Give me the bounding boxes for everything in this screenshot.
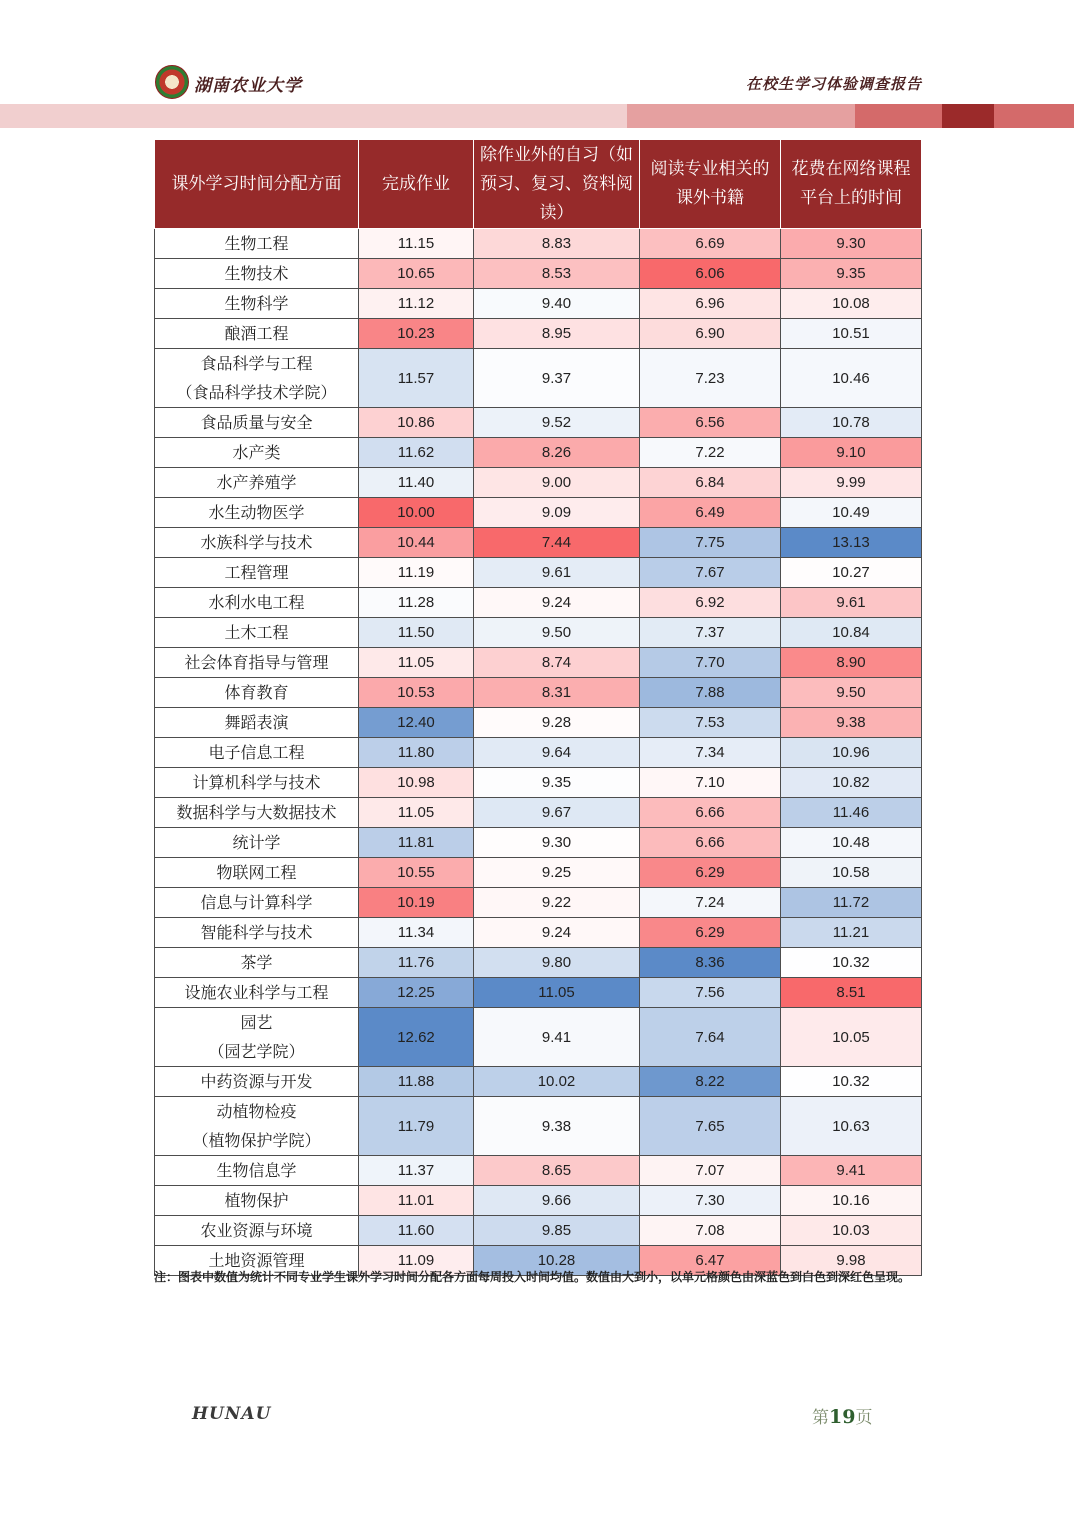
value-cell: 10.58 [781, 858, 922, 888]
table-header-row [155, 140, 922, 229]
value-cell: 7.56 [640, 978, 781, 1008]
value-cell: 10.84 [781, 618, 922, 648]
value-cell: 9.22 [474, 888, 640, 918]
table-row [155, 678, 922, 708]
major-name-cell: 植物保护 [155, 1186, 359, 1216]
value-cell: 11.72 [781, 888, 922, 918]
value-cell: 10.55 [359, 858, 474, 888]
value-cell: 10.65 [359, 259, 474, 289]
major-name-cell: 生物工程 [155, 229, 359, 259]
value-cell: 11.19 [359, 558, 474, 588]
value-cell: 10.00 [359, 498, 474, 528]
value-cell: 9.24 [474, 588, 640, 618]
major-name-cell: 舞蹈表演 [155, 708, 359, 738]
header-band [0, 104, 627, 128]
major-name-cell: 信息与计算科学 [155, 888, 359, 918]
value-cell: 7.37 [640, 618, 781, 648]
value-cell: 8.90 [781, 648, 922, 678]
major-name-cell: 统计学 [155, 828, 359, 858]
major-name-cell: 中药资源与开发 [155, 1067, 359, 1097]
value-cell: 11.15 [359, 229, 474, 259]
table-row [155, 289, 922, 319]
table-row [155, 588, 922, 618]
value-cell: 9.28 [474, 708, 640, 738]
value-cell: 11.05 [359, 798, 474, 828]
major-name-cell: 生物技术 [155, 259, 359, 289]
header-band [627, 104, 855, 128]
table-note: 注：图表中数值为统计不同专业学生课外学习时间分配各方面每周投入时间均值。数值由大到小，以单元格颜色由深蓝色到白色到深红色呈现。 [154, 1270, 911, 1284]
table-row [155, 498, 922, 528]
major-name-cell: 水族科学与技术 [155, 528, 359, 558]
table-row [155, 768, 922, 798]
value-cell: 7.67 [640, 558, 781, 588]
value-cell: 12.62 [359, 1008, 474, 1067]
value-cell: 10.32 [781, 1067, 922, 1097]
major-name-cell: 茶学 [155, 948, 359, 978]
value-cell: 6.06 [640, 259, 781, 289]
value-cell: 10.08 [781, 289, 922, 319]
value-cell: 10.53 [359, 678, 474, 708]
value-cell: 10.86 [359, 408, 474, 438]
value-cell: 7.08 [640, 1216, 781, 1246]
value-cell: 11.50 [359, 618, 474, 648]
value-cell: 9.09 [474, 498, 640, 528]
value-cell: 10.78 [781, 408, 922, 438]
value-cell: 11.28 [359, 588, 474, 618]
major-name-cell: 食品质量与安全 [155, 408, 359, 438]
value-cell: 9.41 [781, 1156, 922, 1186]
value-cell: 10.03 [781, 1216, 922, 1246]
value-cell: 9.64 [474, 738, 640, 768]
major-name-cell: 水产类 [155, 438, 359, 468]
value-cell: 6.92 [640, 588, 781, 618]
report-title: 在校生学习体验调查报告 [745, 75, 922, 93]
value-cell: 10.51 [781, 319, 922, 349]
table-row [155, 828, 922, 858]
page-number [812, 1403, 872, 1428]
table-row [155, 229, 922, 259]
value-cell: 9.00 [474, 468, 640, 498]
value-cell: 7.44 [474, 528, 640, 558]
value-cell: 10.05 [781, 1008, 922, 1067]
value-cell: 7.88 [640, 678, 781, 708]
value-cell: 9.35 [781, 259, 922, 289]
value-cell: 11.62 [359, 438, 474, 468]
header-band [942, 104, 994, 128]
value-cell: 10.02 [474, 1067, 640, 1097]
value-cell: 7.53 [640, 708, 781, 738]
value-cell: 9.24 [474, 918, 640, 948]
table-row [155, 259, 922, 289]
table-row [155, 708, 922, 738]
value-cell: 11.60 [359, 1216, 474, 1246]
value-cell: 8.51 [781, 978, 922, 1008]
table-row [155, 858, 922, 888]
value-cell: 9.50 [474, 618, 640, 648]
value-cell: 9.52 [474, 408, 640, 438]
value-cell: 10.19 [359, 888, 474, 918]
table-row [155, 918, 922, 948]
table-row [155, 948, 922, 978]
value-cell: 9.30 [474, 828, 640, 858]
major-name-cell: 工程管理 [155, 558, 359, 588]
value-cell: 11.37 [359, 1156, 474, 1186]
value-cell: 9.85 [474, 1216, 640, 1246]
value-cell: 8.36 [640, 948, 781, 978]
value-cell: 10.63 [781, 1097, 922, 1156]
table-row [155, 319, 922, 349]
value-cell: 11.81 [359, 828, 474, 858]
value-cell: 11.21 [781, 918, 922, 948]
value-cell: 7.75 [640, 528, 781, 558]
value-cell: 10.49 [781, 498, 922, 528]
page-suffix: 页 [855, 1408, 873, 1428]
major-name-cell: 酿酒工程 [155, 319, 359, 349]
major-name-cell: 计算机科学与技术 [155, 768, 359, 798]
table-row [155, 1186, 922, 1216]
value-cell: 7.24 [640, 888, 781, 918]
value-cell: 9.66 [474, 1186, 640, 1216]
column-header-homework: 完成作业 [359, 140, 474, 229]
table-row [155, 1216, 922, 1246]
table-row [155, 1156, 922, 1186]
column-header-category: 课外学习时间分配方面 [155, 140, 359, 229]
major-name-cell: 土木工程 [155, 618, 359, 648]
value-cell: 6.29 [640, 918, 781, 948]
value-cell: 11.57 [359, 349, 474, 408]
value-cell: 11.12 [359, 289, 474, 319]
value-cell: 6.66 [640, 828, 781, 858]
major-name-cell: 数据科学与大数据技术 [155, 798, 359, 828]
value-cell: 12.25 [359, 978, 474, 1008]
value-cell: 9.38 [474, 1097, 640, 1156]
value-cell: 6.69 [640, 229, 781, 259]
header-band [994, 104, 1074, 128]
major-name-cell: 农业资源与环境 [155, 1216, 359, 1246]
major-name-cell: 生物科学 [155, 289, 359, 319]
value-cell: 8.65 [474, 1156, 640, 1186]
page-header [0, 0, 1074, 130]
value-cell: 10.98 [359, 768, 474, 798]
major-name-cell: 动植物检疫 （植物保护学院） [155, 1097, 359, 1156]
value-cell: 9.35 [474, 768, 640, 798]
value-cell: 6.84 [640, 468, 781, 498]
value-cell: 11.01 [359, 1186, 474, 1216]
table-row [155, 558, 922, 588]
table-row [155, 349, 922, 408]
value-cell: 13.13 [781, 528, 922, 558]
school-name: 湖南农业大学 [194, 76, 302, 96]
column-header-online: 花费在网络课程平台上的时间 [781, 140, 922, 229]
footer-logo: HUNAU [192, 1404, 272, 1424]
value-cell: 9.25 [474, 858, 640, 888]
value-cell: 9.40 [474, 289, 640, 319]
table-row [155, 438, 922, 468]
value-cell: 7.65 [640, 1097, 781, 1156]
value-cell: 8.26 [474, 438, 640, 468]
major-name-cell: 园艺 （园艺学院） [155, 1008, 359, 1067]
value-cell: 12.40 [359, 708, 474, 738]
value-cell: 11.88 [359, 1067, 474, 1097]
value-cell: 11.34 [359, 918, 474, 948]
value-cell: 11.05 [474, 978, 640, 1008]
value-cell: 7.23 [640, 349, 781, 408]
value-cell: 11.40 [359, 468, 474, 498]
value-cell: 9.10 [781, 438, 922, 468]
value-cell: 10.44 [359, 528, 474, 558]
major-name-cell: 智能科学与技术 [155, 918, 359, 948]
major-name-cell: 水生动物医学 [155, 498, 359, 528]
value-cell: 8.83 [474, 229, 640, 259]
page-number-value: 19 [829, 1406, 856, 1428]
header-band [855, 104, 942, 128]
value-cell: 11.79 [359, 1097, 474, 1156]
value-cell: 11.46 [781, 798, 922, 828]
value-cell: 8.22 [640, 1067, 781, 1097]
table-row [155, 468, 922, 498]
value-cell: 6.66 [640, 798, 781, 828]
value-cell: 11.05 [359, 648, 474, 678]
university-logo [155, 65, 189, 99]
table-row [155, 528, 922, 558]
major-name-cell: 社会体育指导与管理 [155, 648, 359, 678]
value-cell: 7.10 [640, 768, 781, 798]
table-row [155, 1067, 922, 1097]
value-cell: 9.61 [474, 558, 640, 588]
value-cell: 11.76 [359, 948, 474, 978]
value-cell: 11.09 [359, 1246, 474, 1276]
value-cell: 7.07 [640, 1156, 781, 1186]
major-name-cell: 水利水电工程 [155, 588, 359, 618]
study-time-table [154, 139, 922, 1276]
value-cell: 7.22 [640, 438, 781, 468]
major-name-cell: 物联网工程 [155, 858, 359, 888]
value-cell: 6.90 [640, 319, 781, 349]
value-cell: 6.49 [640, 498, 781, 528]
value-cell: 9.38 [781, 708, 922, 738]
major-name-cell: 土地资源管理 [155, 1246, 359, 1276]
value-cell: 8.95 [474, 319, 640, 349]
major-name-cell: 设施农业科学与工程 [155, 978, 359, 1008]
major-name-cell: 水产养殖学 [155, 468, 359, 498]
value-cell: 9.99 [781, 468, 922, 498]
value-cell: 10.48 [781, 828, 922, 858]
value-cell: 7.64 [640, 1008, 781, 1067]
value-cell: 10.46 [781, 349, 922, 408]
value-cell: 7.30 [640, 1186, 781, 1216]
value-cell: 8.74 [474, 648, 640, 678]
value-cell: 9.98 [781, 1246, 922, 1276]
value-cell: 9.80 [474, 948, 640, 978]
major-name-cell: 食品科学与工程 （食品科学技术学院） [155, 349, 359, 408]
major-name-cell: 电子信息工程 [155, 738, 359, 768]
table-body [155, 229, 922, 1276]
table-row [155, 1008, 922, 1067]
column-header-reading: 阅读专业相关的课外书籍 [640, 140, 781, 229]
value-cell: 9.41 [474, 1008, 640, 1067]
table-row [155, 738, 922, 768]
value-cell: 9.37 [474, 349, 640, 408]
value-cell: 9.67 [474, 798, 640, 828]
page-prefix: 第 [812, 1408, 829, 1428]
table-row [155, 888, 922, 918]
value-cell: 10.16 [781, 1186, 922, 1216]
value-cell: 7.70 [640, 648, 781, 678]
value-cell: 10.96 [781, 738, 922, 768]
value-cell: 10.82 [781, 768, 922, 798]
column-header-self-study: 除作业外的自习（如预习、复习、资料阅读） [474, 140, 640, 229]
table-row [155, 1097, 922, 1156]
value-cell: 6.96 [640, 289, 781, 319]
value-cell: 10.23 [359, 319, 474, 349]
value-cell: 11.80 [359, 738, 474, 768]
value-cell: 7.34 [640, 738, 781, 768]
major-name-cell: 生物信息学 [155, 1156, 359, 1186]
table-row [155, 798, 922, 828]
value-cell: 10.28 [474, 1246, 640, 1276]
value-cell: 9.50 [781, 678, 922, 708]
value-cell: 6.47 [640, 1246, 781, 1276]
value-cell: 6.29 [640, 858, 781, 888]
major-name-cell: 体育教育 [155, 678, 359, 708]
table-row [155, 618, 922, 648]
value-cell: 8.53 [474, 259, 640, 289]
value-cell: 6.56 [640, 408, 781, 438]
value-cell: 8.31 [474, 678, 640, 708]
value-cell: 9.30 [781, 229, 922, 259]
value-cell: 10.32 [781, 948, 922, 978]
value-cell: 9.61 [781, 588, 922, 618]
table-row [155, 978, 922, 1008]
table-row [155, 648, 922, 678]
table-row [155, 408, 922, 438]
value-cell: 10.27 [781, 558, 922, 588]
